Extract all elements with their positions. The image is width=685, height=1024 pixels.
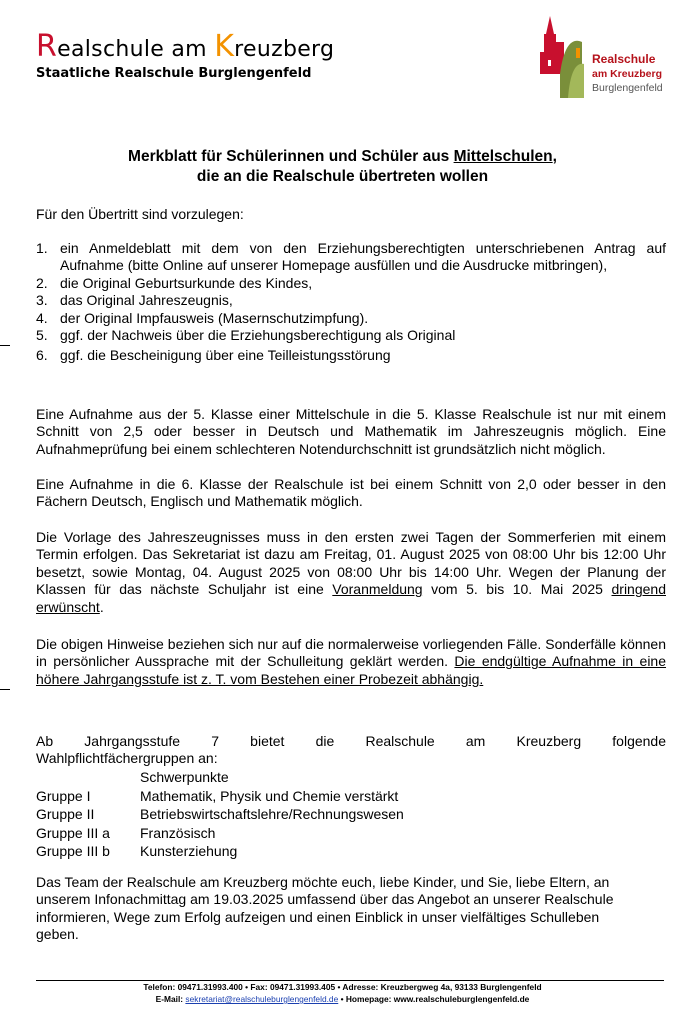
para-text: . xyxy=(99,598,104,615)
underlined-preregistration: Voranmeldung xyxy=(332,581,423,598)
school-name-part: ealschule am xyxy=(57,37,215,62)
document-title-line1 xyxy=(0,148,685,166)
group-focus: Französisch xyxy=(140,824,216,841)
school-subtitle: Staatliche Realschule Burglengenfeld xyxy=(36,66,312,81)
group-name: Gruppe III b xyxy=(36,843,110,859)
footer-divider xyxy=(36,980,664,981)
group-focus: Kunsterziehung xyxy=(140,843,238,859)
list-item xyxy=(36,310,666,327)
requirements-list xyxy=(36,240,666,365)
table-row xyxy=(36,768,404,787)
list-number: 2. xyxy=(36,274,48,291)
document-title-line2: die an die Realschule übertreten wollen xyxy=(196,168,489,185)
intro-text: Für den Übertritt sind vorzulegen: xyxy=(36,206,244,222)
underlined-probation: Die endgültige Aufnahme in eine höhere Jahrgangsstufe ist z. T. vom Bestehen einer Probezeit abhängig. xyxy=(36,653,667,687)
footer-contact: Telefon: 09471.31993.400 • Fax: 09471.31993.405 • Adresse: Kreuzbergweg 4a, 93133 Burglengenfeld xyxy=(143,982,542,992)
list-text: ein Anmeldeblatt mit dem von den Erziehungsberechtigten unterschriebenen Antrag auf Aufnahme (bitte Online auf unserer Homepage ausfüllen und die Ausdrucke mitbringen), xyxy=(60,240,666,274)
homepage-text: • Homepage: www.realschuleburglengenfeld.de xyxy=(338,994,530,1004)
margin-mark xyxy=(0,345,10,346)
list-item xyxy=(36,347,666,364)
list-text: ggf. die Bescheinigung über eine Teilleistungsstörung xyxy=(60,347,391,364)
special-cases-text xyxy=(36,636,666,688)
list-item xyxy=(36,292,666,309)
title-underlined: Mittelschulen xyxy=(453,148,553,165)
group-focus: Mathematik, Physik und Chemie verstärkt xyxy=(140,787,399,804)
groups-header: Schwerpunkte xyxy=(140,769,229,785)
school-name-part-end: reuzberg xyxy=(234,37,335,62)
title-text: Merkblatt für Schülerinnen und Schüler aus xyxy=(128,148,454,165)
school-name-initial-r: R xyxy=(36,29,58,64)
school-name-initial-k: K xyxy=(214,29,235,64)
margin-mark xyxy=(0,689,10,690)
list-item xyxy=(36,327,666,344)
info-afternoon-text: Das Team der Realschule am Kreuzberg möchte euch, liebe Kinder, und Sie, liebe Eltern, an unserem Infonachmittag am 19.03.2025 umfassend über das Angebot an unserer Realschule informieren, Wege zum Erfolg aufzeigen und einen Einblick in unser vielfältiges Schulleben geben. xyxy=(36,874,614,943)
table-row xyxy=(36,805,404,824)
list-text: die Original Geburtsurkunde des Kindes, xyxy=(60,274,313,291)
table-row xyxy=(36,824,404,843)
list-number: 5. xyxy=(36,327,48,344)
elective-groups-table xyxy=(36,768,404,861)
list-number: 1. xyxy=(36,240,48,256)
list-number: 4. xyxy=(36,309,48,326)
group-name: Gruppe II xyxy=(36,806,95,822)
para-text: vom 5. bis 10. Mai 2025 xyxy=(422,581,612,598)
elective-intro-line2: Wahlpflichtfächergruppen an: xyxy=(36,750,218,767)
list-number: 6. xyxy=(36,347,48,364)
elective-groups-intro xyxy=(36,733,666,768)
table-row xyxy=(36,842,404,861)
title-comma: , xyxy=(552,148,557,165)
list-number: 3. xyxy=(36,292,48,309)
list-item xyxy=(36,240,666,275)
admission-grade-6-text: Eine Aufnahme in die 6. Klasse der Realschule ist bei einem Schnitt von 2,0 oder besser in den Fächern Deutsch, Englisch und Mathematik möglich. xyxy=(36,476,666,510)
school-name xyxy=(36,29,335,64)
admission-grade-5-text: Eine Aufnahme aus der 5. Klasse einer Mittelschule in die 5. Klasse Realschule ist nur mit einem Schnitt von 2,5 oder besser in Deutsch und Mathematik im Jahreszeugnis möglich. Eine Aufnahmeprüfung bei einem schlechteren Notendurchschnitt ist grundsätzlich nicht möglich. xyxy=(36,406,666,457)
certificate-submission-text xyxy=(36,529,666,616)
list-text: ggf. der Nachweis über die Erziehungsberechtigung als Original xyxy=(60,327,456,344)
underlined-urgent: dringend erwünscht xyxy=(36,581,666,615)
para-text: Die Vorlage des Jahreszeugnisses muss in den ersten zwei Tagen der Sommerferien mit einem Termin erfolgen. Das Sekretariat ist dazu am Freitag, 01. August 2025 von 08:00 Uhr bis 12:00 Uhr besetzt, sowie Montag, 04. August 2025 von 08:00 Uhr bis 14:00 Uhr. Wegen der Planung der Klassen für das nächste Schuljahr ist eine xyxy=(36,529,666,598)
group-name: Gruppe I xyxy=(36,787,91,804)
group-name: Gruppe III a xyxy=(36,824,110,841)
email-link[interactable]: sekretariat@realschuleburglengenfeld.de xyxy=(185,994,339,1004)
list-item xyxy=(36,275,666,292)
list-text: das Original Jahreszeugnis, xyxy=(60,292,233,309)
email-label: E-Mail: xyxy=(155,994,186,1004)
logo-text-line2: am Kreuzberg xyxy=(592,68,663,80)
list-text: der Original Impfausweis (Masernschutzimpfung). xyxy=(60,309,369,326)
logo-text-line1: Realschule xyxy=(592,52,656,66)
logo-text-line3: Burglengenfeld xyxy=(592,82,663,94)
table-row xyxy=(36,787,404,806)
para-text: Die obigen Hinweise beziehen sich nur auf die normalerweise vorliegenden Fälle. Sonderfälle können in persönlicher Aussprache mit der Schulleitung geklärt werden. xyxy=(36,636,666,670)
group-focus: Betriebswirtschaftslehre/Rechnungswesen xyxy=(140,806,404,822)
elective-intro-line1: Ab Jahrgangsstufe 7 bietet die Realschule am Kreuzberg folgende xyxy=(36,733,666,749)
footer-email-homepage xyxy=(0,994,685,1004)
